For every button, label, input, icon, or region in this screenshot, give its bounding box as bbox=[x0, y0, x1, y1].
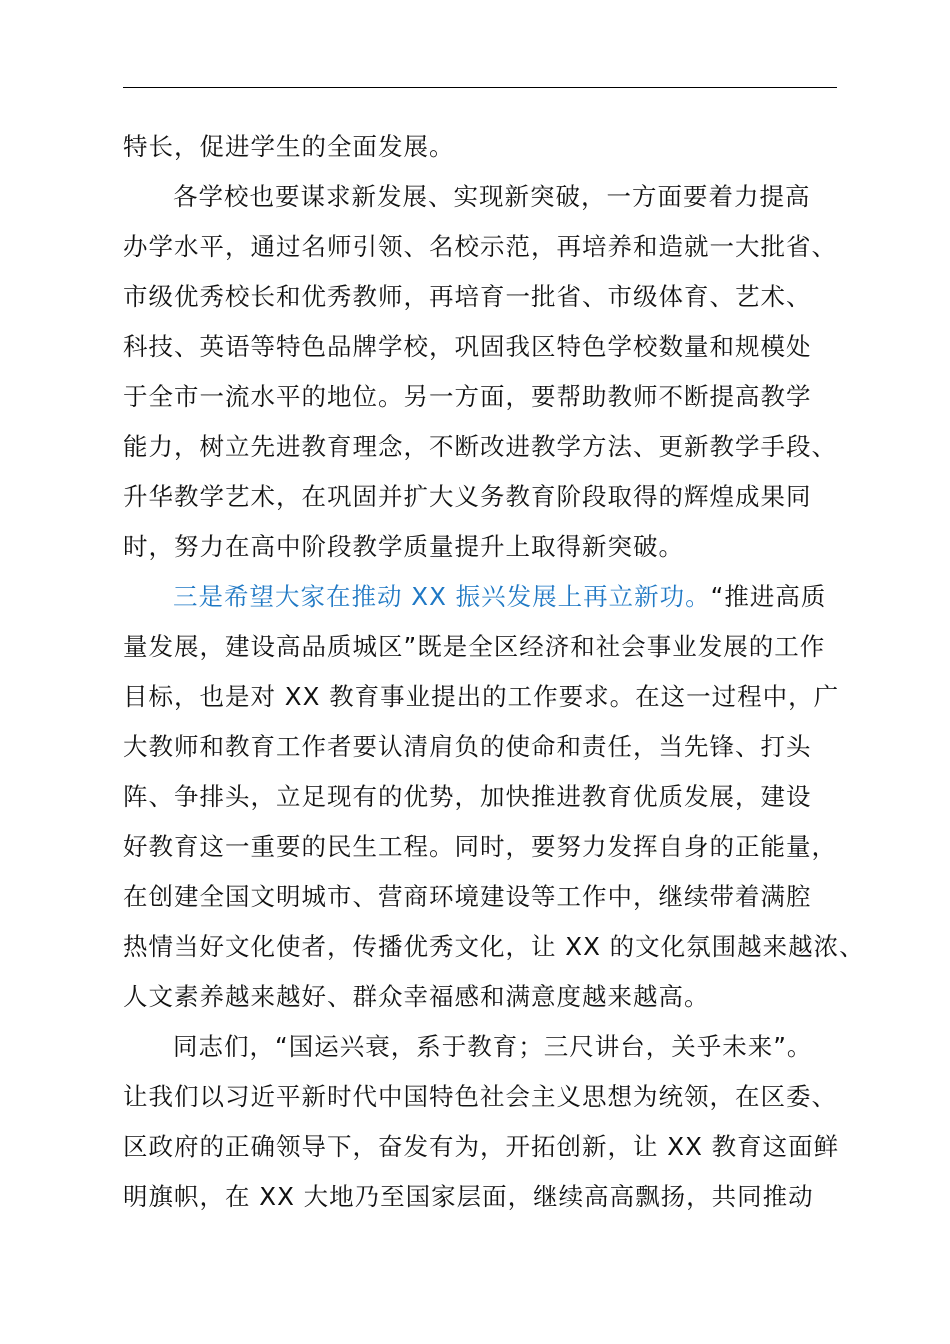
text-line: 人文素养越来越好、群众幸福感和满意度越来越高。 bbox=[123, 982, 710, 1011]
text-line: 于全市一流水平的地位。另一方面，要帮助教师不断提高教学 bbox=[123, 382, 812, 411]
text-line: 阵、争排头，立足现有的优势，加快推进教育优质发展，建设 bbox=[123, 782, 812, 811]
text-line: 好教育这一重要的民生工程。同时，要努力发挥自身的正能量， bbox=[123, 832, 837, 861]
text-fragment: “推进高质 bbox=[710, 582, 827, 611]
text-line: 升华教学艺术，在巩固并扩大义务教育阶段取得的辉煌成果同 bbox=[123, 482, 812, 511]
text-line: 明旗帜，在 XX 大地乃至国家层面，继续高高飘扬，共同推动 bbox=[123, 1182, 814, 1211]
text-line: 科技、英语等特色品牌学校，巩固我区特色学校数量和规模处 bbox=[123, 332, 812, 361]
header-rule bbox=[123, 87, 837, 88]
text-line: 热情当好文化使者，传播优秀文化，让 XX 的文化氛围越来越浓、 bbox=[123, 932, 865, 961]
text-line: 让我们以习近平新时代中国特色社会主义思想为统领，在区委、 bbox=[123, 1082, 837, 1111]
text-line: 目标，也是对 XX 教育事业提出的工作要求。在这一过程中，广 bbox=[123, 682, 840, 711]
text-line: 在创建全国文明城市、营商环境建设等工作中，继续带着满腔 bbox=[123, 882, 812, 911]
text-line: 同志们，“国运兴衰，系于教育；三尺讲台，关乎未来”。 bbox=[173, 1032, 813, 1061]
text-line: 能力，树立先进教育理念，不断改进教学方法、更新教学手段、 bbox=[123, 432, 837, 461]
text-line: 区政府的正确领导下，奋发有为，开拓创新，让 XX 教育这面鲜 bbox=[123, 1132, 840, 1161]
text-line: 各学校也要谋求新发展、实现新突破，一方面要着力提高 bbox=[173, 182, 811, 211]
highlighted-heading: 三是希望大家在推动 XX 振兴发展上再立新功。 bbox=[173, 582, 711, 611]
text-line: 办学水平，通过名师引领、名校示范，再培养和造就一大批省、 bbox=[123, 232, 837, 261]
text-line: 大教师和教育工作者要认清肩负的使命和责任，当先锋、打头 bbox=[123, 732, 812, 761]
text-line: 时，努力在高中阶段教学质量提升上取得新突破。 bbox=[123, 532, 684, 561]
text-line: 量发展，建设高品质城区”既是全区经济和社会事业发展的工作 bbox=[123, 632, 826, 661]
text-line: 市级优秀校长和优秀教师，再培育一批省、市级体育、艺术、 bbox=[123, 282, 812, 311]
text-line: 特长，促进学生的全面发展。 bbox=[123, 132, 455, 161]
text-line-with-highlight bbox=[123, 572, 837, 622]
body-text bbox=[123, 122, 865, 1222]
